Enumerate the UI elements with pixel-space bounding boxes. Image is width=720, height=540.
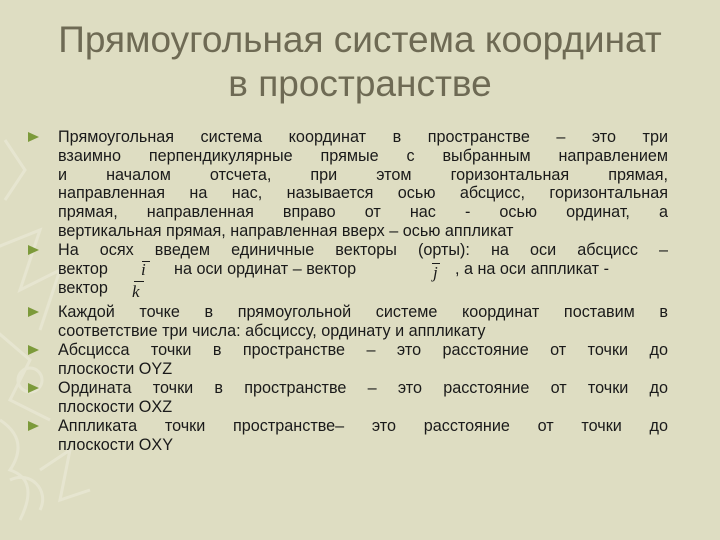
bullet-arrow-icon [28,345,39,355]
bullet-3 [28,303,668,341]
bullet-1-text: Прямоугольная система координат в пространстве – это три взаимно перпендикулярные прямые с выбранным направлением и началом отсчета, при этом горизонтальная прямая, направленная на нас, называется осью абсцисс, горизонтальная прямая, направленная вправо от нас - осью ординат, а вертикальная прямая, направленная вверх – осью аппликат [58,128,668,240]
bullet-5-text: Ордината точки в пространстве – это расстояние от точки до плоскости OXZ [58,379,668,416]
title-line-2: в пространстве [228,63,492,104]
bullet-arrow-icon [28,245,39,255]
vector-j-symbol: j [433,263,438,282]
title-line-1: Прямоугольная система координат [58,19,662,60]
bullet-3-text: Каждой точке в прямоугольной системе координат поставим в соответствие три числа: абсциссу, ординату и аппликату [58,303,668,340]
bullet-arrow-icon [28,383,39,393]
bullet-arrow-icon [28,132,39,142]
bullet-6 [28,417,668,455]
bullet-4-text: Абсцисса точки в пространстве – это расстояние от точки до плоскости OYZ [58,341,668,378]
bullet-2-seg-a: вектор [58,260,108,278]
bullet-2-line-3: вектор [58,279,108,297]
bullet-5 [28,379,668,417]
bullet-2 [28,241,668,303]
vector-i-symbol: i [141,260,146,279]
bullet-arrow-icon [28,421,39,431]
bullet-2-seg-b: на оси ординат – вектор [174,260,357,278]
bullet-2-seg-c: , а на оси аппликат - [455,260,609,278]
bullet-arrow-icon [28,307,39,317]
bullet-list [28,128,668,455]
vector-k-symbol: k [132,282,140,301]
bullet-1 [28,128,668,241]
bullet-2-text: На осях введем единичные векторы (орты): на оси абсцисс – [58,241,668,259]
bullet-6-text: Аппликата точки пространстве– это расстояние от точки до плоскости OXY [58,417,668,454]
slide-title [20,18,700,106]
bullet-4 [28,341,668,379]
